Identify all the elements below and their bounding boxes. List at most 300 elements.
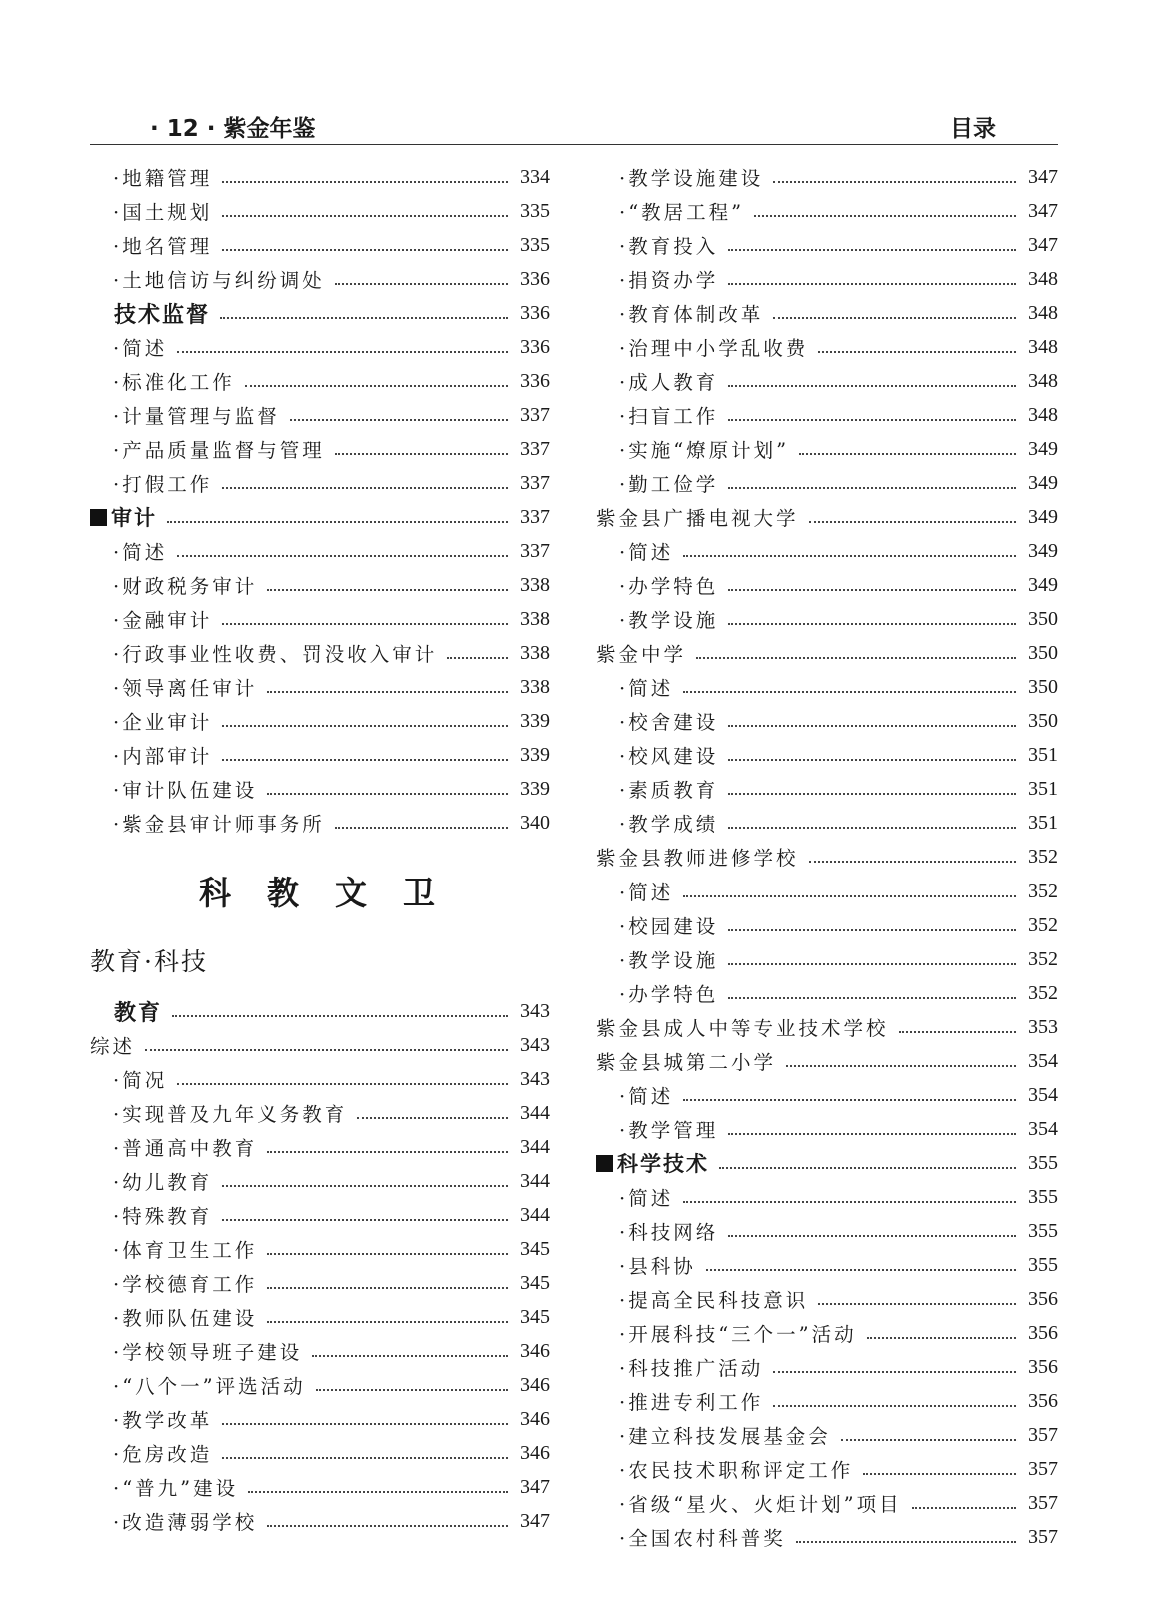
toc-entry-page: 337 bbox=[520, 471, 550, 494]
toc-entry-title: ·简述 bbox=[619, 1085, 674, 1108]
toc-entry bbox=[90, 398, 550, 432]
toc-entry bbox=[596, 534, 1058, 568]
toc-entry bbox=[596, 1248, 1058, 1282]
toc-entry-title: ·治理中小学乱收费 bbox=[619, 337, 809, 360]
toc-entry-page: 348 bbox=[1028, 267, 1058, 290]
toc-entry bbox=[596, 262, 1058, 296]
dot-leader bbox=[177, 1083, 508, 1085]
dot-leader bbox=[222, 1219, 508, 1221]
toc-entry-title: ·“普九”建设 bbox=[113, 1477, 239, 1500]
toc-entry-title: ·县科协 bbox=[619, 1255, 696, 1278]
toc-entry bbox=[90, 364, 550, 398]
dot-leader bbox=[447, 657, 508, 659]
toc-entry-title: ·教学管理 bbox=[619, 1119, 719, 1142]
dot-leader bbox=[290, 419, 508, 421]
toc-entry bbox=[596, 296, 1058, 330]
toc-entry-page: 343 bbox=[520, 1033, 550, 1056]
toc-entry-page: 338 bbox=[520, 675, 550, 698]
dot-leader bbox=[841, 1439, 1016, 1441]
dot-leader bbox=[912, 1507, 1016, 1509]
toc-entry bbox=[90, 806, 550, 840]
dot-leader bbox=[248, 1491, 508, 1493]
toc-entry bbox=[90, 1096, 550, 1130]
toc-entry-page: 339 bbox=[520, 777, 550, 800]
toc-entry-page: 349 bbox=[1028, 471, 1058, 494]
toc-entry bbox=[90, 602, 550, 636]
dot-leader bbox=[267, 1287, 508, 1289]
dot-leader bbox=[222, 759, 508, 761]
toc-entry bbox=[90, 1470, 550, 1504]
dot-leader bbox=[222, 249, 508, 251]
toc-entry-page: 347 bbox=[1028, 165, 1058, 188]
toc-entry bbox=[90, 704, 550, 738]
toc-entry-page: 336 bbox=[520, 267, 550, 290]
toc-entry bbox=[90, 568, 550, 602]
dot-leader bbox=[267, 1151, 508, 1153]
dot-leader bbox=[177, 555, 508, 557]
toc-entry-title: ·财政税务审计 bbox=[113, 575, 258, 598]
toc-entry bbox=[90, 994, 550, 1028]
toc-entry bbox=[90, 636, 550, 670]
toc-entry bbox=[596, 806, 1058, 840]
toc-entry-page: 339 bbox=[520, 743, 550, 766]
toc-entry-page: 345 bbox=[520, 1237, 550, 1260]
toc-entry-page: 348 bbox=[1028, 403, 1058, 426]
toc-entry bbox=[596, 364, 1058, 398]
toc-entry bbox=[90, 1402, 550, 1436]
toc-entry-page: 338 bbox=[520, 641, 550, 664]
toc-entry-page: 334 bbox=[520, 165, 550, 188]
dot-leader bbox=[683, 691, 1016, 693]
toc-entry-page: 344 bbox=[520, 1203, 550, 1226]
toc-entry-page: 357 bbox=[1028, 1525, 1058, 1548]
dot-leader bbox=[728, 997, 1016, 999]
dot-leader bbox=[696, 657, 1016, 659]
dot-leader bbox=[683, 555, 1016, 557]
toc-entry-page: 352 bbox=[1028, 981, 1058, 1004]
dot-leader bbox=[683, 1099, 1016, 1101]
dot-leader bbox=[728, 963, 1016, 965]
toc-entry-page: 337 bbox=[520, 505, 550, 528]
toc-entry-title: ·建立科技发展基金会 bbox=[619, 1425, 831, 1448]
toc-entry bbox=[90, 1232, 550, 1266]
toc-entry-page: 348 bbox=[1028, 301, 1058, 324]
toc-entry bbox=[596, 1282, 1058, 1316]
page-number-label: · 12 · 紫金年鉴 bbox=[150, 116, 316, 142]
toc-entry-page: 344 bbox=[520, 1135, 550, 1158]
toc-entry-page: 347 bbox=[1028, 199, 1058, 222]
toc-entry-title: ·简述 bbox=[619, 677, 674, 700]
toc-entry bbox=[596, 840, 1058, 874]
dot-leader bbox=[357, 1117, 508, 1119]
toc-entry-title: ·土地信访与纠纷调处 bbox=[113, 269, 325, 292]
toc-entry-page: 355 bbox=[1028, 1185, 1058, 1208]
toc-entry bbox=[596, 228, 1058, 262]
toc-entry-title: ·扫盲工作 bbox=[619, 405, 719, 428]
toc-entry-title: ·简述 bbox=[619, 881, 674, 904]
toc-entry bbox=[596, 1486, 1058, 1520]
toc-entry bbox=[596, 874, 1058, 908]
toc-entry-title: ·学校德育工作 bbox=[113, 1273, 258, 1296]
toc-entry-page: 347 bbox=[520, 1509, 550, 1532]
toc-entry-title: ·全国农村科普奖 bbox=[619, 1527, 786, 1550]
toc-entry-page: 357 bbox=[1028, 1457, 1058, 1480]
toc-entry-title: ·农民技术职称评定工作 bbox=[619, 1459, 854, 1482]
toc-entry-title: ·省级“星火、火炬计划”项目 bbox=[619, 1493, 902, 1516]
dot-leader bbox=[267, 691, 508, 693]
dot-leader bbox=[222, 725, 508, 727]
toc-entry-title: ·审计队伍建设 bbox=[113, 779, 258, 802]
toc-entry-title: ·校风建设 bbox=[619, 745, 719, 768]
toc-entry bbox=[90, 1334, 550, 1368]
dot-leader bbox=[754, 215, 1016, 217]
toc-entry bbox=[596, 1078, 1058, 1112]
dot-leader bbox=[222, 181, 508, 183]
toc-entry bbox=[596, 1316, 1058, 1350]
toc-entry bbox=[596, 1112, 1058, 1146]
toc-entry bbox=[596, 636, 1058, 670]
toc-entry bbox=[90, 1300, 550, 1334]
toc-entry-title: ·科技推广活动 bbox=[619, 1357, 764, 1380]
toc-entry-page: 343 bbox=[520, 999, 550, 1022]
toc-entry-page: 349 bbox=[1028, 573, 1058, 596]
toc-entry-page: 338 bbox=[520, 573, 550, 596]
toc-entry-title: ·教学成绩 bbox=[619, 813, 719, 836]
toc-entry bbox=[90, 1504, 550, 1538]
dot-leader bbox=[267, 1253, 508, 1255]
toc-entry-title: ·内部审计 bbox=[113, 745, 213, 768]
toc-entry-title: 教育 bbox=[114, 1000, 163, 1026]
toc-entry bbox=[596, 1146, 1058, 1180]
dot-leader bbox=[683, 1201, 1016, 1203]
toc-entry-title: ·体育卫生工作 bbox=[113, 1239, 258, 1262]
dot-leader bbox=[728, 1235, 1016, 1237]
dot-leader bbox=[335, 283, 508, 285]
toc-entry bbox=[90, 1198, 550, 1232]
toc-entry bbox=[90, 160, 550, 194]
dot-leader bbox=[773, 317, 1016, 319]
dot-leader bbox=[706, 1269, 1016, 1271]
toc-column-right bbox=[596, 160, 1058, 1554]
toc-entry-title: ·简述 bbox=[113, 337, 168, 360]
toc-entry-page: 335 bbox=[520, 233, 550, 256]
toc-entry-title: ·校园建设 bbox=[619, 915, 719, 938]
dot-leader bbox=[728, 589, 1016, 591]
toc-entry-page: 344 bbox=[520, 1101, 550, 1124]
toc-entry-title: ·办学特色 bbox=[619, 983, 719, 1006]
toc-entry-page: 336 bbox=[520, 301, 550, 324]
toc-entry bbox=[90, 1062, 550, 1096]
dot-leader bbox=[267, 589, 508, 591]
toc-entry-title: ·紫金县审计师事务所 bbox=[113, 813, 325, 836]
toc-entry bbox=[596, 194, 1058, 228]
dot-leader bbox=[222, 487, 508, 489]
toc-entry-title: ·危房改造 bbox=[113, 1443, 213, 1466]
dot-leader bbox=[728, 725, 1016, 727]
toc-entry-page: 337 bbox=[520, 403, 550, 426]
toc-entry bbox=[596, 976, 1058, 1010]
toc-entry-page: 352 bbox=[1028, 879, 1058, 902]
toc-entry-title: ·素质教育 bbox=[619, 779, 719, 802]
toc-entry-page: 346 bbox=[520, 1407, 550, 1430]
toc-entry-title: ·国土规划 bbox=[113, 201, 213, 224]
toc-entry-title: ·成人教育 bbox=[619, 371, 719, 394]
toc-entry bbox=[596, 602, 1058, 636]
toc-entry bbox=[596, 942, 1058, 976]
toc-entry-page: 339 bbox=[520, 709, 550, 732]
toc-entry bbox=[90, 1436, 550, 1470]
dot-leader bbox=[683, 895, 1016, 897]
toc-entry-title: 综述 bbox=[90, 1035, 136, 1058]
toc-entry-title: ·科技网络 bbox=[619, 1221, 719, 1244]
toc-entry-title: ·学校领导班子建设 bbox=[113, 1341, 303, 1364]
toc-entry bbox=[596, 908, 1058, 942]
dot-leader bbox=[773, 1371, 1016, 1373]
toc-entry-page: 351 bbox=[1028, 811, 1058, 834]
toc-entry-page: 351 bbox=[1028, 777, 1058, 800]
dot-leader bbox=[145, 1049, 508, 1051]
toc-entry-title: ·普通高中教育 bbox=[113, 1137, 258, 1160]
part-title: 科教文卫 bbox=[198, 874, 471, 912]
page-header bbox=[90, 108, 1058, 145]
dot-leader bbox=[799, 453, 1016, 455]
toc-entry-page: 355 bbox=[1028, 1151, 1058, 1174]
toc-entry bbox=[90, 466, 550, 500]
toc-entry bbox=[596, 1010, 1058, 1044]
dot-leader bbox=[867, 1337, 1016, 1339]
toc-entry bbox=[90, 296, 550, 330]
dot-leader bbox=[316, 1389, 508, 1391]
toc-entry bbox=[596, 160, 1058, 194]
toc-entry bbox=[90, 534, 550, 568]
toc-entry-page: 353 bbox=[1028, 1015, 1058, 1038]
toc-entry-page: 348 bbox=[1028, 369, 1058, 392]
dot-leader bbox=[267, 793, 508, 795]
toc-entry-title: ·开展科技“三个一”活动 bbox=[619, 1323, 857, 1346]
toc-entry-page: 349 bbox=[1028, 437, 1058, 460]
toc-entry-page: 357 bbox=[1028, 1491, 1058, 1514]
toc-entry-page: 337 bbox=[520, 437, 550, 460]
dot-leader bbox=[312, 1355, 508, 1357]
dot-leader bbox=[899, 1031, 1016, 1033]
dot-leader bbox=[335, 827, 508, 829]
dot-leader bbox=[773, 1405, 1016, 1407]
toc-entry-title: ·行政事业性收费、罚没收入审计 bbox=[113, 643, 438, 666]
dot-leader bbox=[728, 1133, 1016, 1135]
toc-entry bbox=[596, 738, 1058, 772]
toc-entry bbox=[90, 670, 550, 704]
toc-entry-title: ·提高全民科技意识 bbox=[619, 1289, 809, 1312]
dot-leader bbox=[728, 623, 1016, 625]
toc-entry bbox=[596, 772, 1058, 806]
dot-leader bbox=[172, 1015, 508, 1017]
toc-entry-title: ·简述 bbox=[619, 541, 674, 564]
toc-entry-title: ·打假工作 bbox=[113, 473, 213, 496]
toc-entry bbox=[596, 1214, 1058, 1248]
toc-entry-page: 348 bbox=[1028, 335, 1058, 358]
toc-entry bbox=[596, 568, 1058, 602]
toc-entry-title: ·“八个一”评选活动 bbox=[113, 1375, 306, 1398]
dot-leader bbox=[220, 317, 508, 319]
toc-entry bbox=[596, 398, 1058, 432]
toc-entry-page: 336 bbox=[520, 335, 550, 358]
toc-entry-page: 355 bbox=[1028, 1219, 1058, 1242]
toc-entry-page: 354 bbox=[1028, 1117, 1058, 1140]
toc-entry-page: 356 bbox=[1028, 1287, 1058, 1310]
toc-entry-page: 337 bbox=[520, 539, 550, 562]
toc-entry bbox=[90, 330, 550, 364]
dot-leader bbox=[222, 1423, 508, 1425]
toc-entry-page: 356 bbox=[1028, 1321, 1058, 1344]
dot-leader bbox=[177, 351, 508, 353]
toc-entry bbox=[90, 432, 550, 466]
toc-entry-title: ·办学特色 bbox=[619, 575, 719, 598]
toc-entry-page: 356 bbox=[1028, 1355, 1058, 1378]
dot-leader bbox=[728, 929, 1016, 931]
toc-entry bbox=[596, 500, 1058, 534]
dot-leader bbox=[728, 487, 1016, 489]
toc-entry-page: 340 bbox=[520, 811, 550, 834]
dot-leader bbox=[335, 453, 508, 455]
toc-entry-title: ·教学设施 bbox=[619, 609, 719, 632]
toc-entry-title: ·产品质量监督与管理 bbox=[113, 439, 325, 462]
toc-entry-page: 349 bbox=[1028, 505, 1058, 528]
toc-entry-page: 354 bbox=[1028, 1083, 1058, 1106]
toc-entry-page: 343 bbox=[520, 1067, 550, 1090]
dot-leader bbox=[773, 181, 1016, 183]
section-label: 目录 bbox=[950, 116, 996, 142]
toc-entry-page: 346 bbox=[520, 1441, 550, 1464]
toc-entry-page: 347 bbox=[1028, 233, 1058, 256]
toc-entry bbox=[596, 1452, 1058, 1486]
toc-entry-title: ·校舍建设 bbox=[619, 711, 719, 734]
toc-entry bbox=[596, 432, 1058, 466]
dot-leader bbox=[728, 759, 1016, 761]
toc-entry bbox=[90, 772, 550, 806]
toc-entry-title: ·捐资办学 bbox=[619, 269, 719, 292]
toc-entry-title: ·教师队伍建设 bbox=[113, 1307, 258, 1330]
toc-entry-title: ·教学设施建设 bbox=[619, 167, 764, 190]
toc-entry-page: 345 bbox=[520, 1271, 550, 1294]
toc-entry bbox=[90, 262, 550, 296]
toc-entry bbox=[596, 466, 1058, 500]
toc-entry-page: 350 bbox=[1028, 709, 1058, 732]
toc-entry-title: ·改造薄弱学校 bbox=[113, 1511, 258, 1534]
toc-entry-page: 352 bbox=[1028, 845, 1058, 868]
toc-entry bbox=[90, 1266, 550, 1300]
dot-leader bbox=[728, 385, 1016, 387]
toc-entry-title: ·金融审计 bbox=[113, 609, 213, 632]
group-heading: 教育·科技 bbox=[90, 947, 208, 976]
toc-entry-title: 紫金县教师进修学校 bbox=[596, 847, 799, 870]
dot-leader bbox=[719, 1167, 1016, 1169]
toc-entry-title: ·标准化工作 bbox=[113, 371, 235, 394]
toc-entry-title: ·教学改革 bbox=[113, 1409, 213, 1432]
toc-entry-page: 344 bbox=[520, 1169, 550, 1192]
dot-leader bbox=[222, 1457, 508, 1459]
toc-entry-page: 335 bbox=[520, 199, 550, 222]
toc-entry-title: ·企业审计 bbox=[113, 711, 213, 734]
toc-entry-title: ·实施“燎原计划” bbox=[619, 439, 790, 462]
toc-entry bbox=[596, 1384, 1058, 1418]
toc-entry-title: 紫金县广播电视大学 bbox=[596, 507, 799, 530]
toc-entry-title: ·实现普及九年义务教育 bbox=[113, 1103, 348, 1126]
toc-entry-page: 355 bbox=[1028, 1253, 1058, 1276]
toc-entry bbox=[90, 738, 550, 772]
toc-entry-title: ·教学设施 bbox=[619, 949, 719, 972]
dot-leader bbox=[267, 1321, 508, 1323]
dot-leader bbox=[222, 623, 508, 625]
toc-entry-page: 357 bbox=[1028, 1423, 1058, 1446]
toc-entry-title: ·教育投入 bbox=[619, 235, 719, 258]
dot-leader bbox=[818, 1303, 1016, 1305]
toc-entry-page: 356 bbox=[1028, 1389, 1058, 1412]
toc-entry-page: 347 bbox=[520, 1475, 550, 1498]
dot-leader bbox=[222, 1185, 508, 1187]
toc-entry-page: 352 bbox=[1028, 913, 1058, 936]
toc-entry-page: 352 bbox=[1028, 947, 1058, 970]
dot-leader bbox=[167, 521, 508, 523]
toc-entry bbox=[596, 330, 1058, 364]
toc-column-left bbox=[90, 160, 550, 1538]
dot-leader bbox=[728, 793, 1016, 795]
dot-leader bbox=[728, 249, 1016, 251]
toc-entry-title: ·“教居工程” bbox=[619, 201, 745, 224]
toc-entry bbox=[90, 194, 550, 228]
dot-leader bbox=[267, 1525, 508, 1527]
toc-entry bbox=[90, 1368, 550, 1402]
toc-entry-title: ·幼儿教育 bbox=[113, 1171, 213, 1194]
toc-entry-title: ·简述 bbox=[113, 541, 168, 564]
toc-entry-title: ·领导离任审计 bbox=[113, 677, 258, 700]
toc-entry-page: 336 bbox=[520, 369, 550, 392]
toc-entry bbox=[596, 704, 1058, 738]
toc-entry-title: ·地籍管理 bbox=[113, 167, 213, 190]
toc-entry-title: ·计量管理与监督 bbox=[113, 405, 280, 428]
toc-entry-title: 紫金县成人中等专业技术学校 bbox=[596, 1017, 889, 1040]
toc-entry bbox=[596, 1044, 1058, 1078]
toc-entry-page: 350 bbox=[1028, 641, 1058, 664]
toc-entry-page: 346 bbox=[520, 1339, 550, 1362]
toc-entry-title: ·推进专利工作 bbox=[619, 1391, 764, 1414]
toc-entry-page: 338 bbox=[520, 607, 550, 630]
toc-entry-title: 审计 bbox=[90, 502, 163, 532]
toc-entry-title: ·地名管理 bbox=[113, 235, 213, 258]
toc-entry bbox=[90, 1130, 550, 1164]
dot-leader bbox=[809, 521, 1016, 523]
dot-leader bbox=[863, 1473, 1016, 1475]
dot-leader bbox=[245, 385, 508, 387]
toc-entry-title: ·勤工俭学 bbox=[619, 473, 719, 496]
toc-entry-page: 350 bbox=[1028, 607, 1058, 630]
dot-leader bbox=[728, 283, 1016, 285]
toc-entry-title: 科学技术 bbox=[596, 1148, 715, 1178]
toc-entry-page: 349 bbox=[1028, 539, 1058, 562]
toc-entry bbox=[90, 228, 550, 262]
toc-entry bbox=[596, 1350, 1058, 1384]
toc-entry-title: ·教育体制改革 bbox=[619, 303, 764, 326]
toc-entry bbox=[90, 1164, 550, 1198]
toc-entry-page: 346 bbox=[520, 1373, 550, 1396]
toc-entry-title: ·特殊教育 bbox=[113, 1205, 213, 1228]
dot-leader bbox=[222, 215, 508, 217]
toc-entry bbox=[90, 1028, 550, 1062]
toc-entry bbox=[596, 670, 1058, 704]
dot-leader bbox=[809, 861, 1016, 863]
toc-entry-title: ·简述 bbox=[619, 1187, 674, 1210]
dot-leader bbox=[728, 827, 1016, 829]
dot-leader bbox=[786, 1065, 1016, 1067]
